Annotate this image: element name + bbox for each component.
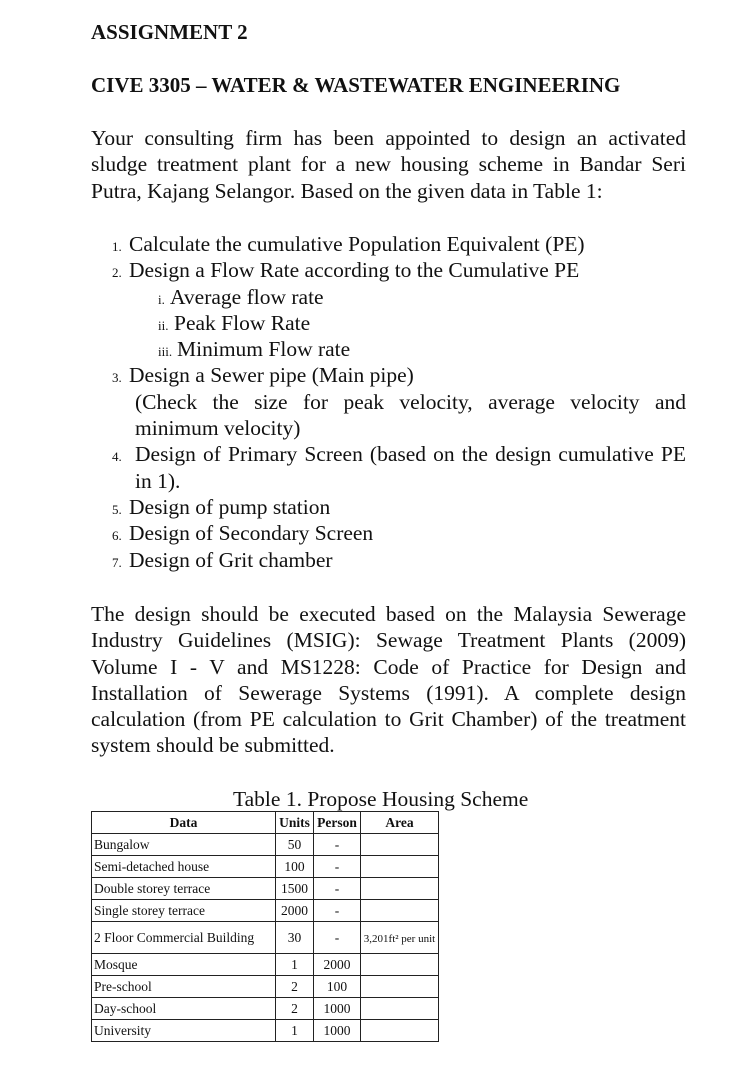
task-number: 7. [112, 554, 122, 570]
task-number: 6. [112, 528, 122, 544]
header-person: Person [314, 812, 361, 834]
task-item [91, 520, 686, 546]
cell-data: Mosque [92, 954, 276, 976]
cell-units: 50 [276, 834, 314, 856]
subtask-number: ii. [158, 317, 169, 333]
task-number: 4. [112, 449, 122, 465]
task-text: Calculate the cumulative Population Equivalent (PE) [129, 232, 585, 256]
table-caption: Table 1. Propose Housing Scheme [233, 787, 529, 811]
task-text: Design a Flow Rate according to the Cumulative PE [129, 258, 580, 283]
table-row [92, 976, 439, 998]
task-item [91, 441, 686, 494]
cell-units: 1500 [276, 878, 314, 900]
cell-data: 2 Floor Commercial Building [92, 922, 276, 954]
cell-data: Semi-detached house [92, 856, 276, 878]
cell-data: Single storey terrace [92, 900, 276, 922]
cell-units: 100 [276, 856, 314, 878]
task-list [91, 231, 686, 573]
cell-person: 2000 [314, 954, 361, 976]
subtask-text: Peak Flow Rate [174, 310, 311, 335]
cell-units: 1 [276, 954, 314, 976]
area-note: 3,201ft² per unit [363, 932, 436, 945]
task-text: Design of Primary Screen (based on the design cumulative PE in 1). [135, 442, 686, 493]
course-title: CIVE 3305 – WATER & WASTEWATER ENGINEERING [91, 73, 621, 97]
cell-person: - [314, 878, 361, 900]
cell-area [361, 922, 439, 954]
closing-paragraph: The design should be executed based on the Malaysia Sewerage Industry Guidelines (MSIG): Sewage Treatment Plants (2009) Volume I - V and MS1228: Code of Practice for Design and Installation of Sewerage Systems (1991). A complete design calculation (from PE calculation to Grit Chamber) of the treatment system should be submitted. [91, 602, 686, 758]
cell-area [361, 1020, 439, 1042]
task-item [91, 257, 686, 283]
task-note [91, 389, 686, 442]
subtask-text: Minimum Flow rate [177, 337, 351, 362]
table-row [92, 954, 439, 976]
table-row [92, 878, 439, 900]
header-data: Data [92, 812, 276, 834]
cell-data: Bungalow [92, 834, 276, 856]
cell-person: - [314, 922, 361, 954]
cell-data: Pre-school [92, 976, 276, 998]
intro-paragraph: Your consulting firm has been appointed to design an activated sludge treatment plant for a new housing scheme in Bandar Seri Putra, Kajang Selangor. Based on the given data in Table 1: [91, 126, 686, 203]
cell-person: - [314, 900, 361, 922]
cell-area [361, 954, 439, 976]
cell-units: 2 [276, 998, 314, 1020]
task-number: 1. [112, 239, 122, 254]
cell-data: Day-school [92, 998, 276, 1020]
subtask-text: Average flow rate [170, 284, 324, 309]
task-note-text: (Check the size for peak velocity, average velocity and minimum velocity) [135, 389, 686, 441]
header-area: Area [361, 812, 439, 834]
table-row [92, 834, 439, 856]
cell-area [361, 976, 439, 998]
cell-data: University [92, 1020, 276, 1042]
task-number: 3. [112, 370, 122, 386]
cell-area [361, 834, 439, 856]
task-text: Design of pump station [129, 494, 331, 519]
subtask-item [91, 284, 686, 310]
task-number: 2. [112, 265, 122, 281]
subtask-number: iii. [158, 344, 173, 360]
table-row [92, 856, 439, 878]
housing-table [91, 811, 439, 1042]
subtask-item [91, 310, 686, 336]
task-item [91, 362, 686, 388]
cell-units: 1 [276, 1020, 314, 1042]
cell-area [361, 856, 439, 878]
table-header-row [92, 812, 439, 834]
subtask-item [91, 336, 686, 362]
cell-data: Double storey terrace [92, 878, 276, 900]
task-text: Design of Grit chamber [129, 547, 333, 572]
cell-area [361, 998, 439, 1020]
task-item [91, 547, 686, 573]
cell-person: 1000 [314, 1020, 361, 1042]
task-text: Design of Secondary Screen [129, 521, 374, 546]
header-units: Units [276, 812, 314, 834]
assignment-heading: ASSIGNMENT 2 [91, 20, 248, 44]
cell-person: - [314, 834, 361, 856]
cell-area [361, 900, 439, 922]
task-text: Design a Sewer pipe (Main pipe) [129, 363, 414, 388]
cell-units: 2000 [276, 900, 314, 922]
task-item [91, 231, 686, 257]
cell-units: 30 [276, 922, 314, 954]
subtask-number: i. [158, 291, 165, 307]
task-number: 5. [112, 501, 122, 517]
cell-person: 1000 [314, 998, 361, 1020]
table-row [92, 998, 439, 1020]
cell-person: 100 [314, 976, 361, 998]
task-item [91, 494, 686, 520]
cell-area [361, 878, 439, 900]
table-row [92, 1020, 439, 1042]
cell-units: 2 [276, 976, 314, 998]
table-row [92, 922, 439, 954]
cell-person: - [314, 856, 361, 878]
table-row [92, 900, 439, 922]
